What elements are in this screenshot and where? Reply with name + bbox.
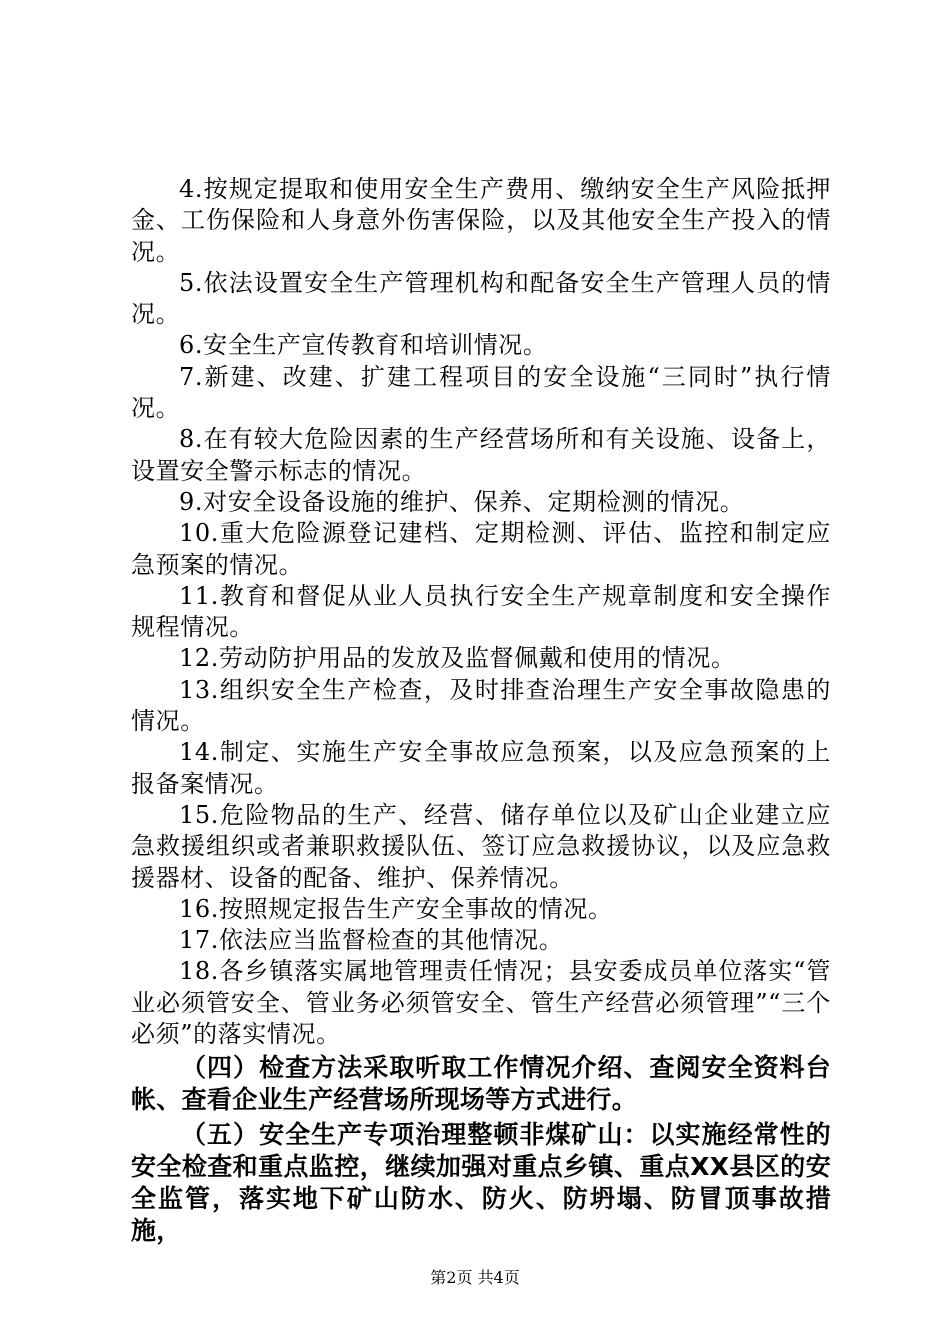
paragraph-item-7: 7.新建、改建、扩建工程项目的安全设施“三同时”执行情况。: [131, 362, 831, 423]
paragraph-item-5: 5.依法设置安全生产管理机构和配备安全生产管理人员的情况。: [131, 268, 831, 329]
paragraph-item-6: 6.安全生产宣传教育和培训情况。: [179, 331, 548, 360]
paragraph-item-9: 9.对安全设备设施的维护、保养、定期检测的情况。: [179, 487, 745, 516]
paragraph-item-11: 11.教育和督促从业人员执行安全生产规章制度和安全操作规程情况。: [131, 581, 831, 642]
paragraph-item-15: 15.危险物品的生产、经营、储存单位以及矿山企业建立应急救援组织或者兼职救援队伍、签订应急救援协议，以及应急救援器材、设备的配备、维护、保养情况。: [131, 800, 831, 892]
section-4-paragraph: （四）检查方法采取听取工作情况介绍、查阅安全资料台帐、查看企业生产经营场所现场等方式进行。: [131, 1053, 831, 1115]
paragraph-item-10: 10.重大危险源登记建档、定期检测、评估、监控和制定应急预案的情况。: [131, 519, 831, 579]
paragraph-item-16: 16.按照规定报告生产安全事故的情况。: [179, 894, 613, 923]
page-number-footer: 第2页 共4页: [430, 1268, 520, 1287]
paragraph-item-12: 12.劳动防护用品的发放及监督佩戴和使用的情况。: [179, 644, 736, 673]
paragraph-item-8: 8.在有较大危险因素的生产经营场所和有关设施、设备上，设置安全警示标志的情况。: [131, 425, 831, 485]
paragraph-item-14: 14.制定、实施生产安全事故应急预案，以及应急预案的上报备案情况。: [131, 738, 831, 798]
paragraph-item-17: 17.依法应当监督检查的其他情况。: [179, 926, 564, 955]
paragraph-item-18: 18.各乡镇落实属地管理责任情况；县安委成员单位落实“管业必须管安全、管业务必须管安全、管生产经营必须管理”“三个必须”的落实情况。: [131, 957, 831, 1049]
section-5-paragraph: （五）安全生产专项治理整顿非煤矿山：以实施经常性的安全检查和重点监控，继续加强对重点乡镇、重点XX县区的安全监管，落实地下矿山防水、防火、防坍塌、防冒顶事故措施，: [131, 1120, 831, 1246]
paragraph-item-13: 13.组织安全生产检查，及时排查治理生产安全事故隐患的情况。: [131, 675, 831, 736]
document-body: [131, 174, 831, 1247]
paragraph-item-4: 4.按规定提取和使用安全生产费用、缴纳安全生产风险抵押金、工伤保险和人身意外伤害保险，以及其他安全生产投入的情况。: [131, 175, 831, 266]
